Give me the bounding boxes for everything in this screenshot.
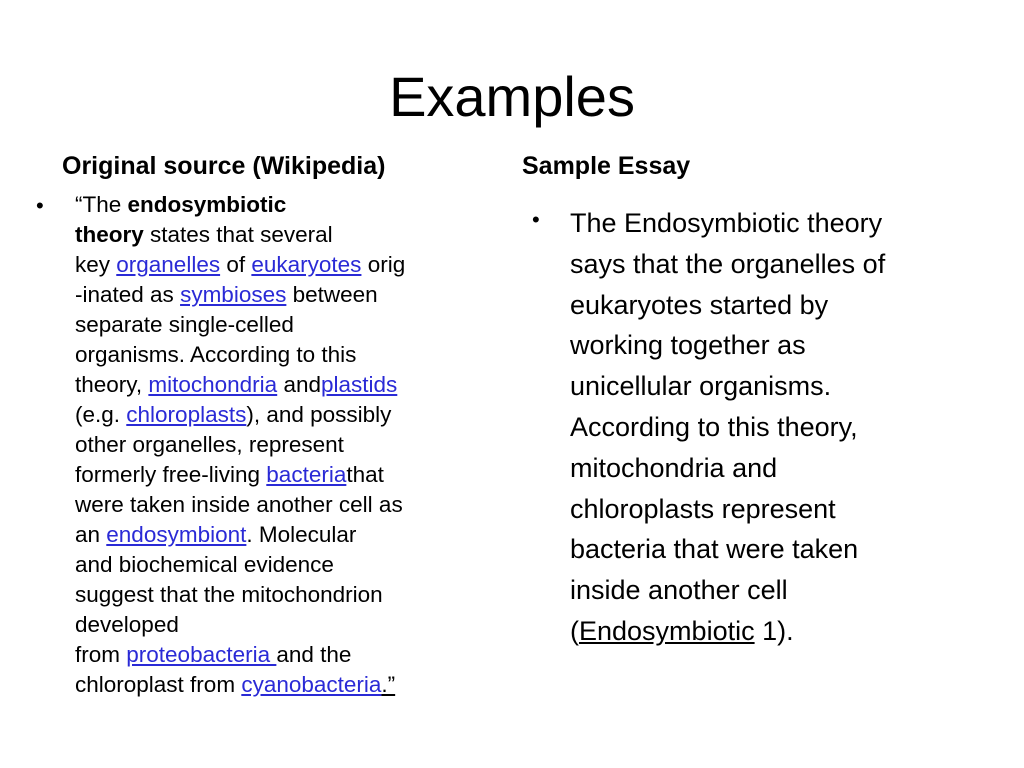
right-column-heading: Sample Essay xyxy=(522,152,691,180)
slide-title: Examples xyxy=(389,65,635,128)
link-plastids[interactable]: plastids xyxy=(321,372,398,397)
left-column-heading: Original source (Wikipedia) xyxy=(62,152,386,180)
right-bullet: • xyxy=(532,207,540,232)
essay-citation: (Endosymbiotic 1). xyxy=(570,615,794,646)
link-eukaryotes[interactable]: eukaryotes xyxy=(251,252,362,277)
essay-line: mitochondria and xyxy=(570,452,778,483)
essay-line: chloroplasts represent xyxy=(570,493,836,524)
left-bullet: • xyxy=(36,193,44,218)
essay-line: bacteria that were taken xyxy=(570,534,859,565)
link-proteobacteria[interactable]: proteobacteria xyxy=(126,642,277,667)
citation-source: Endosymbiotic xyxy=(579,615,755,646)
link-chloroplasts[interactable]: chloroplasts xyxy=(126,402,247,427)
link-bacteria[interactable]: bacteria xyxy=(266,462,347,487)
wikipedia-quote: “The endosymbiotic theory states that several key organelles of eukaryotes orig -inated as symbioses between separate single-celled organisms. According to this theory, mitochondria andplastids (e.g. chloroplasts), and possibly other organelles, represent formerly free-living bacteriathat were taken inside another cell as an endosymbiont. Molecular and biochemical evidence suggest that the mitochondrion developed from proteobacteria and the chloroplast from cyanobacteria.” xyxy=(75,192,406,697)
essay-line: The Endosymbiotic theory xyxy=(570,208,883,238)
link-organelles[interactable]: organelles xyxy=(116,252,221,277)
link-endosymbiont[interactable]: endosymbiont xyxy=(106,522,247,547)
essay-line: working together as xyxy=(570,330,806,361)
link-symbioses[interactable]: symbioses xyxy=(180,282,287,307)
essay-line: unicellular organisms. xyxy=(570,371,832,402)
essay-line: eukaryotes started by xyxy=(570,289,829,320)
link-mitochondria[interactable]: mitochondria xyxy=(148,372,278,397)
sample-essay-text xyxy=(570,203,1010,652)
essay-line: According to this theory, xyxy=(570,411,858,442)
essay-line: inside another cell xyxy=(570,575,788,606)
essay-line: says that the organelles of xyxy=(570,248,886,279)
link-cyanobacteria[interactable]: cyanobacteria xyxy=(241,672,382,697)
